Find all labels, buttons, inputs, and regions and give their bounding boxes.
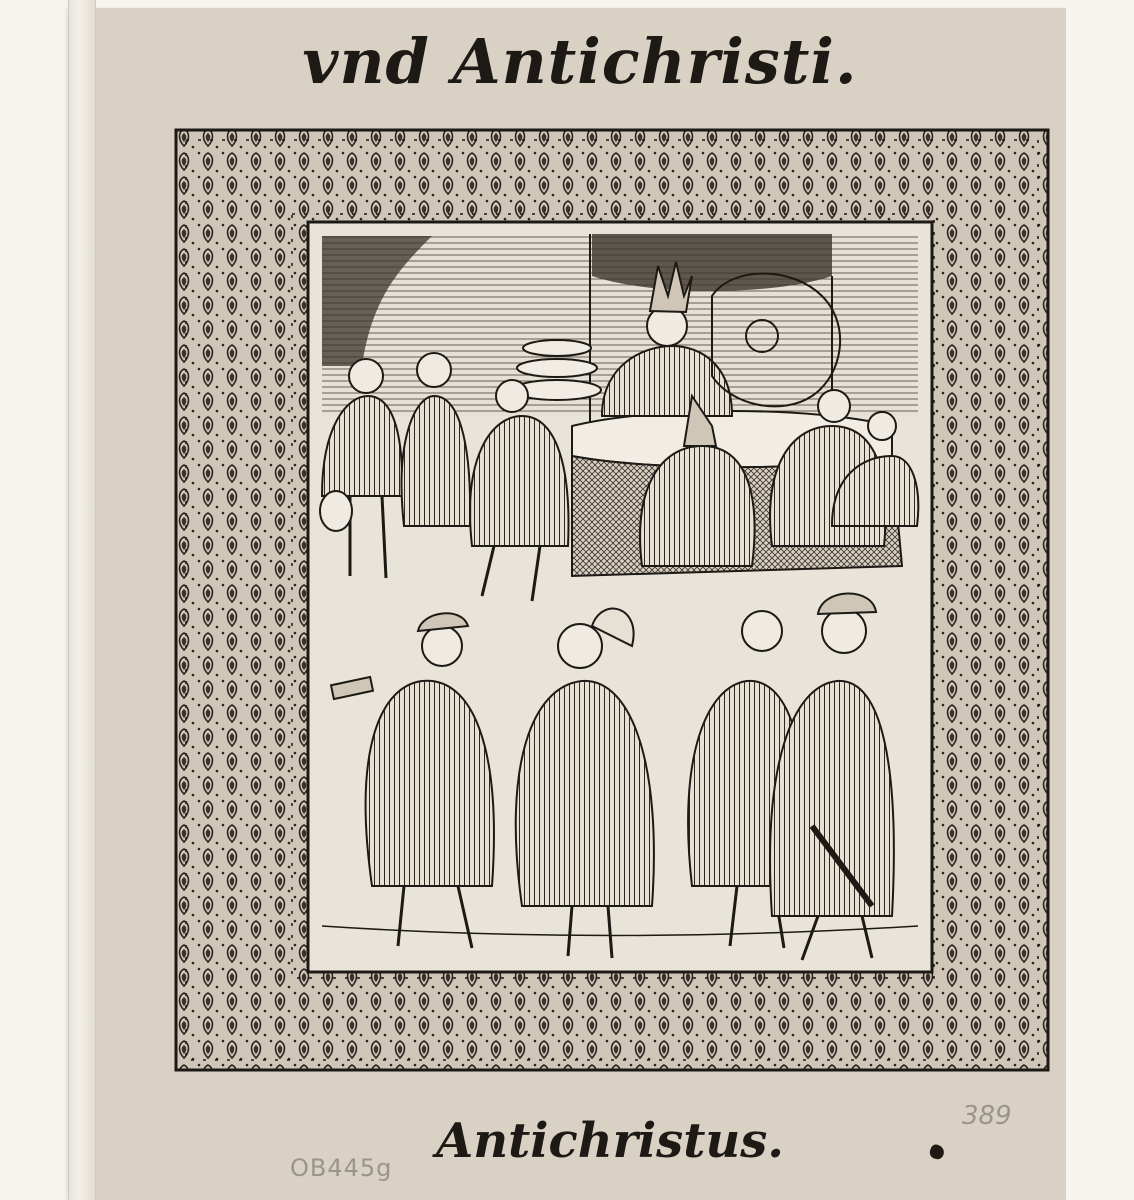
woodcut-frame (172, 126, 1052, 1074)
pencil-page-number: 389 (962, 1101, 1012, 1131)
page-caption: Antichristus. (435, 1113, 785, 1169)
woodcut-illustration (172, 126, 1052, 1074)
pencil-inventory-mark: OB445g (290, 1154, 393, 1182)
binding-strip (68, 0, 96, 1200)
page-heading: vnd Antichristi. (302, 25, 858, 98)
